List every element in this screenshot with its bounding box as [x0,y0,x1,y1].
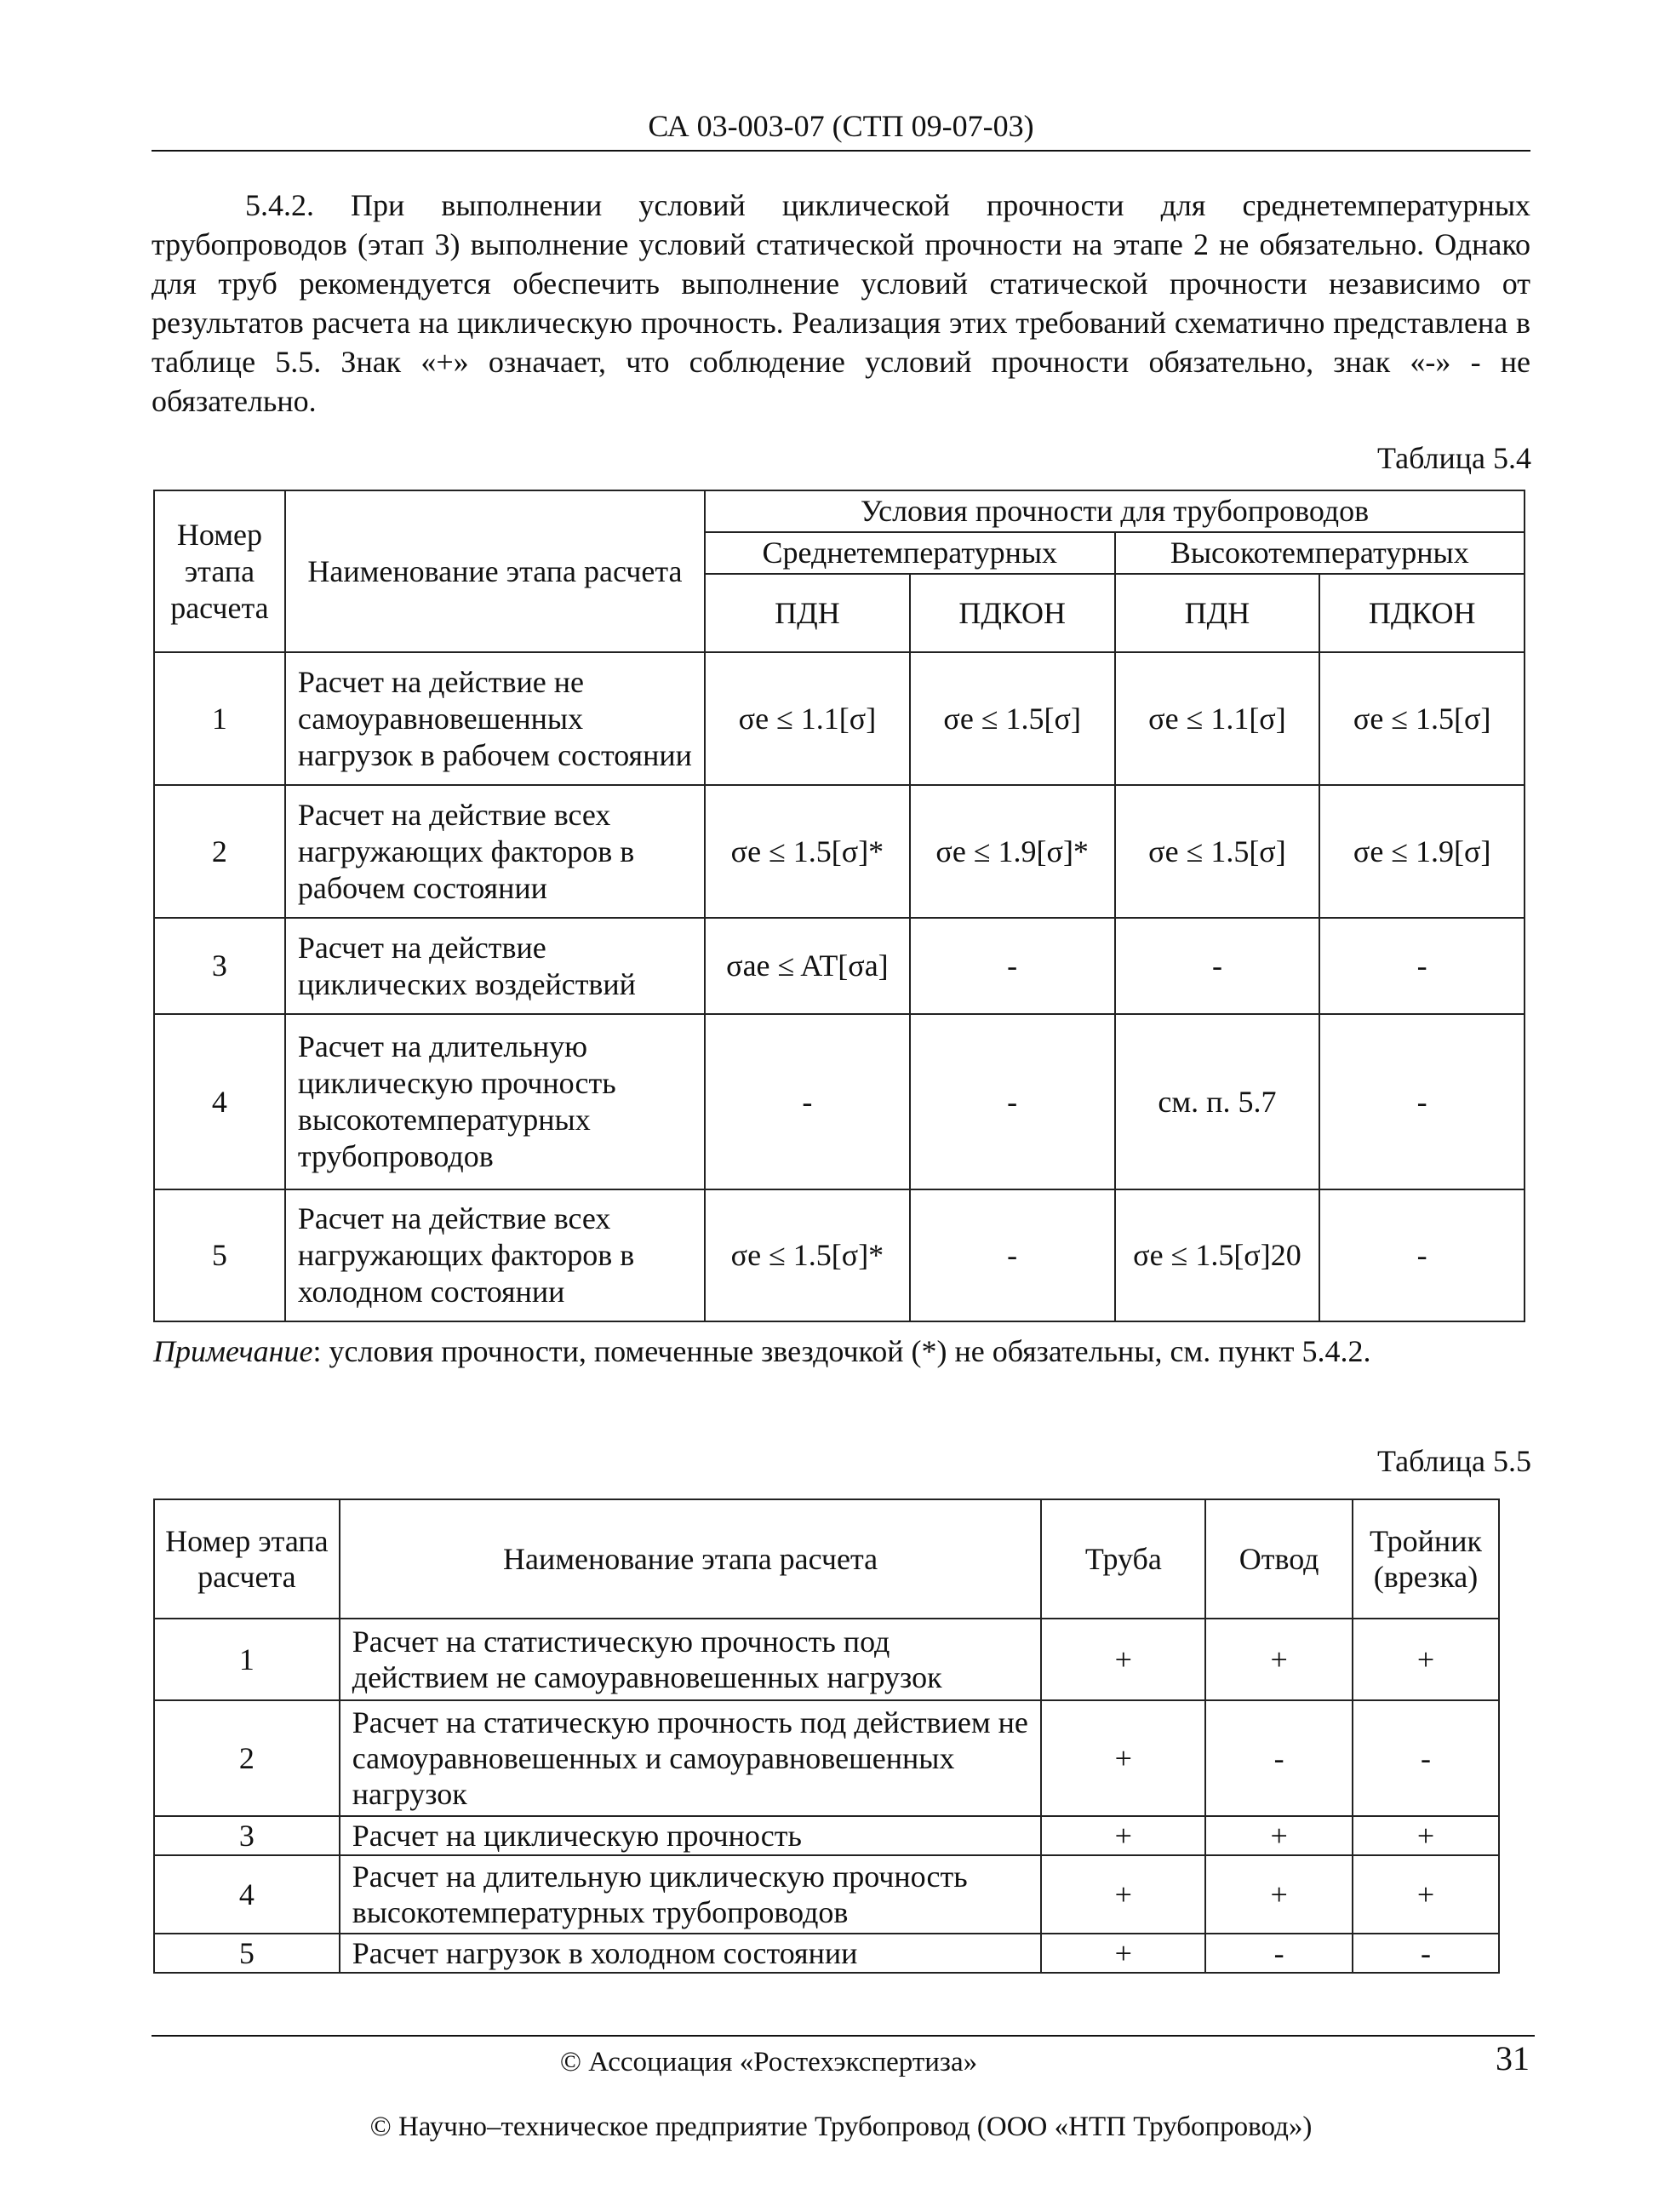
strength-condition: σe ≤ 1.5[σ] [1115,785,1320,918]
page-number: 31 [1496,2039,1530,2077]
table-header-row [154,1499,1499,1619]
pipe-mark: + [1041,1855,1205,1934]
table-row [154,785,1525,918]
footer-association: © Ассоциация «Ростехэкспертиза» [559,2047,978,2077]
header-pipe: Труба [1041,1499,1205,1619]
table-row [154,1816,1499,1855]
header-high-temp: Высокотемпературных [1115,532,1525,574]
table-5-4-caption: Таблица 5.4 [1377,441,1531,475]
header-stage-number: Номер этапа расчета [154,1499,340,1619]
table-row [154,652,1525,785]
strength-condition: σe ≤ 1.5[σ] [910,652,1115,785]
stage-name: Расчет на действие не самоуравновешенных нагрузок в рабочем состоянии [285,652,705,785]
header-tee: Тройник (врезка) [1353,1499,1499,1619]
tee-mark: + [1353,1816,1499,1855]
stage-number: 2 [154,1700,340,1816]
table-row [154,1189,1525,1321]
stage-number: 1 [154,652,285,785]
tee-mark: - [1353,1934,1499,1973]
bend-mark: + [1205,1855,1353,1934]
stage-number: 3 [154,1816,340,1855]
header-medium-temp: Среднетемпературных [705,532,1115,574]
stage-number: 5 [154,1189,285,1321]
pipe-mark: + [1041,1619,1205,1700]
header-pdn: ПДН [1115,574,1320,652]
strength-condition: - [1319,1014,1525,1189]
header-conditions: Условия прочности для трубопроводов [705,490,1525,532]
header-bend: Отвод [1205,1499,1353,1619]
strength-condition: - [1115,918,1320,1014]
stage-name: Расчет на действие всех нагружающих факторов в холодном состоянии [285,1189,705,1321]
footer-rule [152,2035,1535,2037]
bend-mark: + [1205,1816,1353,1855]
footer-enterprise: © Научно–техническое предприятие Трубопровод (ООО «НТП Трубопровод») [369,2112,1313,2142]
stage-name: Расчет на статистическую прочность под действием не самоуравновешенных нагрузок [340,1619,1042,1700]
header-stage-name: Наименование этапа расчета [340,1499,1042,1619]
header-stage-name: Наименование этапа расчета [285,490,705,652]
stage-number: 5 [154,1934,340,1973]
strength-condition: - [910,1189,1115,1321]
strength-condition: σae ≤ AT[σa] [705,918,910,1014]
stage-number: 3 [154,918,285,1014]
header-pdn: ПДН [705,574,910,652]
table-row [154,1014,1525,1189]
strength-condition: σe ≤ 1.9[σ] [1319,785,1525,918]
stage-name: Расчет на действие всех нагружающих факторов в рабочем состоянии [285,785,705,918]
stage-name: Расчет нагрузок в холодном состоянии [340,1934,1042,1973]
stage-name: Расчет на длительную циклическую прочность высокотемпературных трубопроводов [340,1855,1042,1934]
strength-condition: - [1319,1189,1525,1321]
stage-number: 1 [154,1619,340,1700]
pipe-mark: + [1041,1700,1205,1816]
paragraph-5-4-2 [152,186,1530,421]
tee-mark: + [1353,1855,1499,1934]
strength-condition: - [910,918,1115,1014]
stage-number: 4 [154,1014,285,1189]
strength-condition: - [705,1014,910,1189]
header-rule [152,150,1530,152]
paragraph-text: При выполнении условий циклической прочности для среднетемпературных трубопроводов (этап 3) выполнение условий статической прочности на этапе 2 не обязательно. Однако для труб рекомендуется обеспечить выполнение условий статической прочности независимо от результатов расчета на циклическую прочность. Реализация этих требований схематично представлена в таблице 5.5. Знак «+» означает, что соблюдение условий прочности обязательно, знак «-» - не обязательно. [152,188,1531,418]
strength-condition: - [1319,918,1525,1014]
table-row [154,1934,1499,1973]
pipe-mark: + [1041,1816,1205,1855]
pipe-mark: + [1041,1934,1205,1973]
strength-condition: σe ≤ 1.1[σ] [1115,652,1320,785]
strength-condition: σe ≤ 1.9[σ]* [910,785,1115,918]
stage-number: 4 [154,1855,340,1934]
bend-mark: - [1205,1700,1353,1816]
tee-mark: - [1353,1700,1499,1816]
note-label: Примечание [153,1334,313,1368]
table-header-row [154,490,1525,532]
strength-condition: σe ≤ 1.1[σ] [705,652,910,785]
table-row [154,1855,1499,1934]
table-row [154,1700,1499,1816]
stage-name: Расчет на длительную циклическую прочность высокотемпературных трубопроводов [285,1014,705,1189]
tee-mark: + [1353,1619,1499,1700]
strength-condition: σe ≤ 1.5[σ]20 [1115,1189,1320,1321]
stage-name: Расчет на циклическую прочность [340,1816,1042,1855]
strength-condition: σe ≤ 1.5[σ]* [705,785,910,918]
table-row [154,918,1525,1014]
table-5-5 [153,1499,1500,1974]
stage-number: 2 [154,785,285,918]
strength-condition: σe ≤ 1.5[σ] [1319,652,1525,785]
table-note [153,1334,1532,1368]
header-pdkon: ПДКОН [910,574,1115,652]
note-text: : условия прочности, помеченные звездочкой (*) не обязательны, см. пункт 5.4.2. [312,1334,1371,1368]
table-5-5-caption: Таблица 5.5 [1377,1444,1531,1478]
page-header: СА 03-003-07 (СТП 09-07-03) [648,109,1034,143]
strength-condition: см. п. 5.7 [1115,1014,1320,1189]
header-stage-number: Номер этапа расчета [154,490,285,652]
header-pdkon: ПДКОН [1319,574,1525,652]
table-5-4 [153,490,1525,1322]
stage-name: Расчет на статическую прочность под действием не самоуравновешенных и самоуравновешенных нагрузок [340,1700,1042,1816]
bend-mark: - [1205,1934,1353,1973]
table-row [154,1619,1499,1700]
paragraph-number: 5.4.2. [245,188,314,222]
bend-mark: + [1205,1619,1353,1700]
strength-condition: σe ≤ 1.5[σ]* [705,1189,910,1321]
strength-condition: - [910,1014,1115,1189]
stage-name: Расчет на действие циклических воздействий [285,918,705,1014]
